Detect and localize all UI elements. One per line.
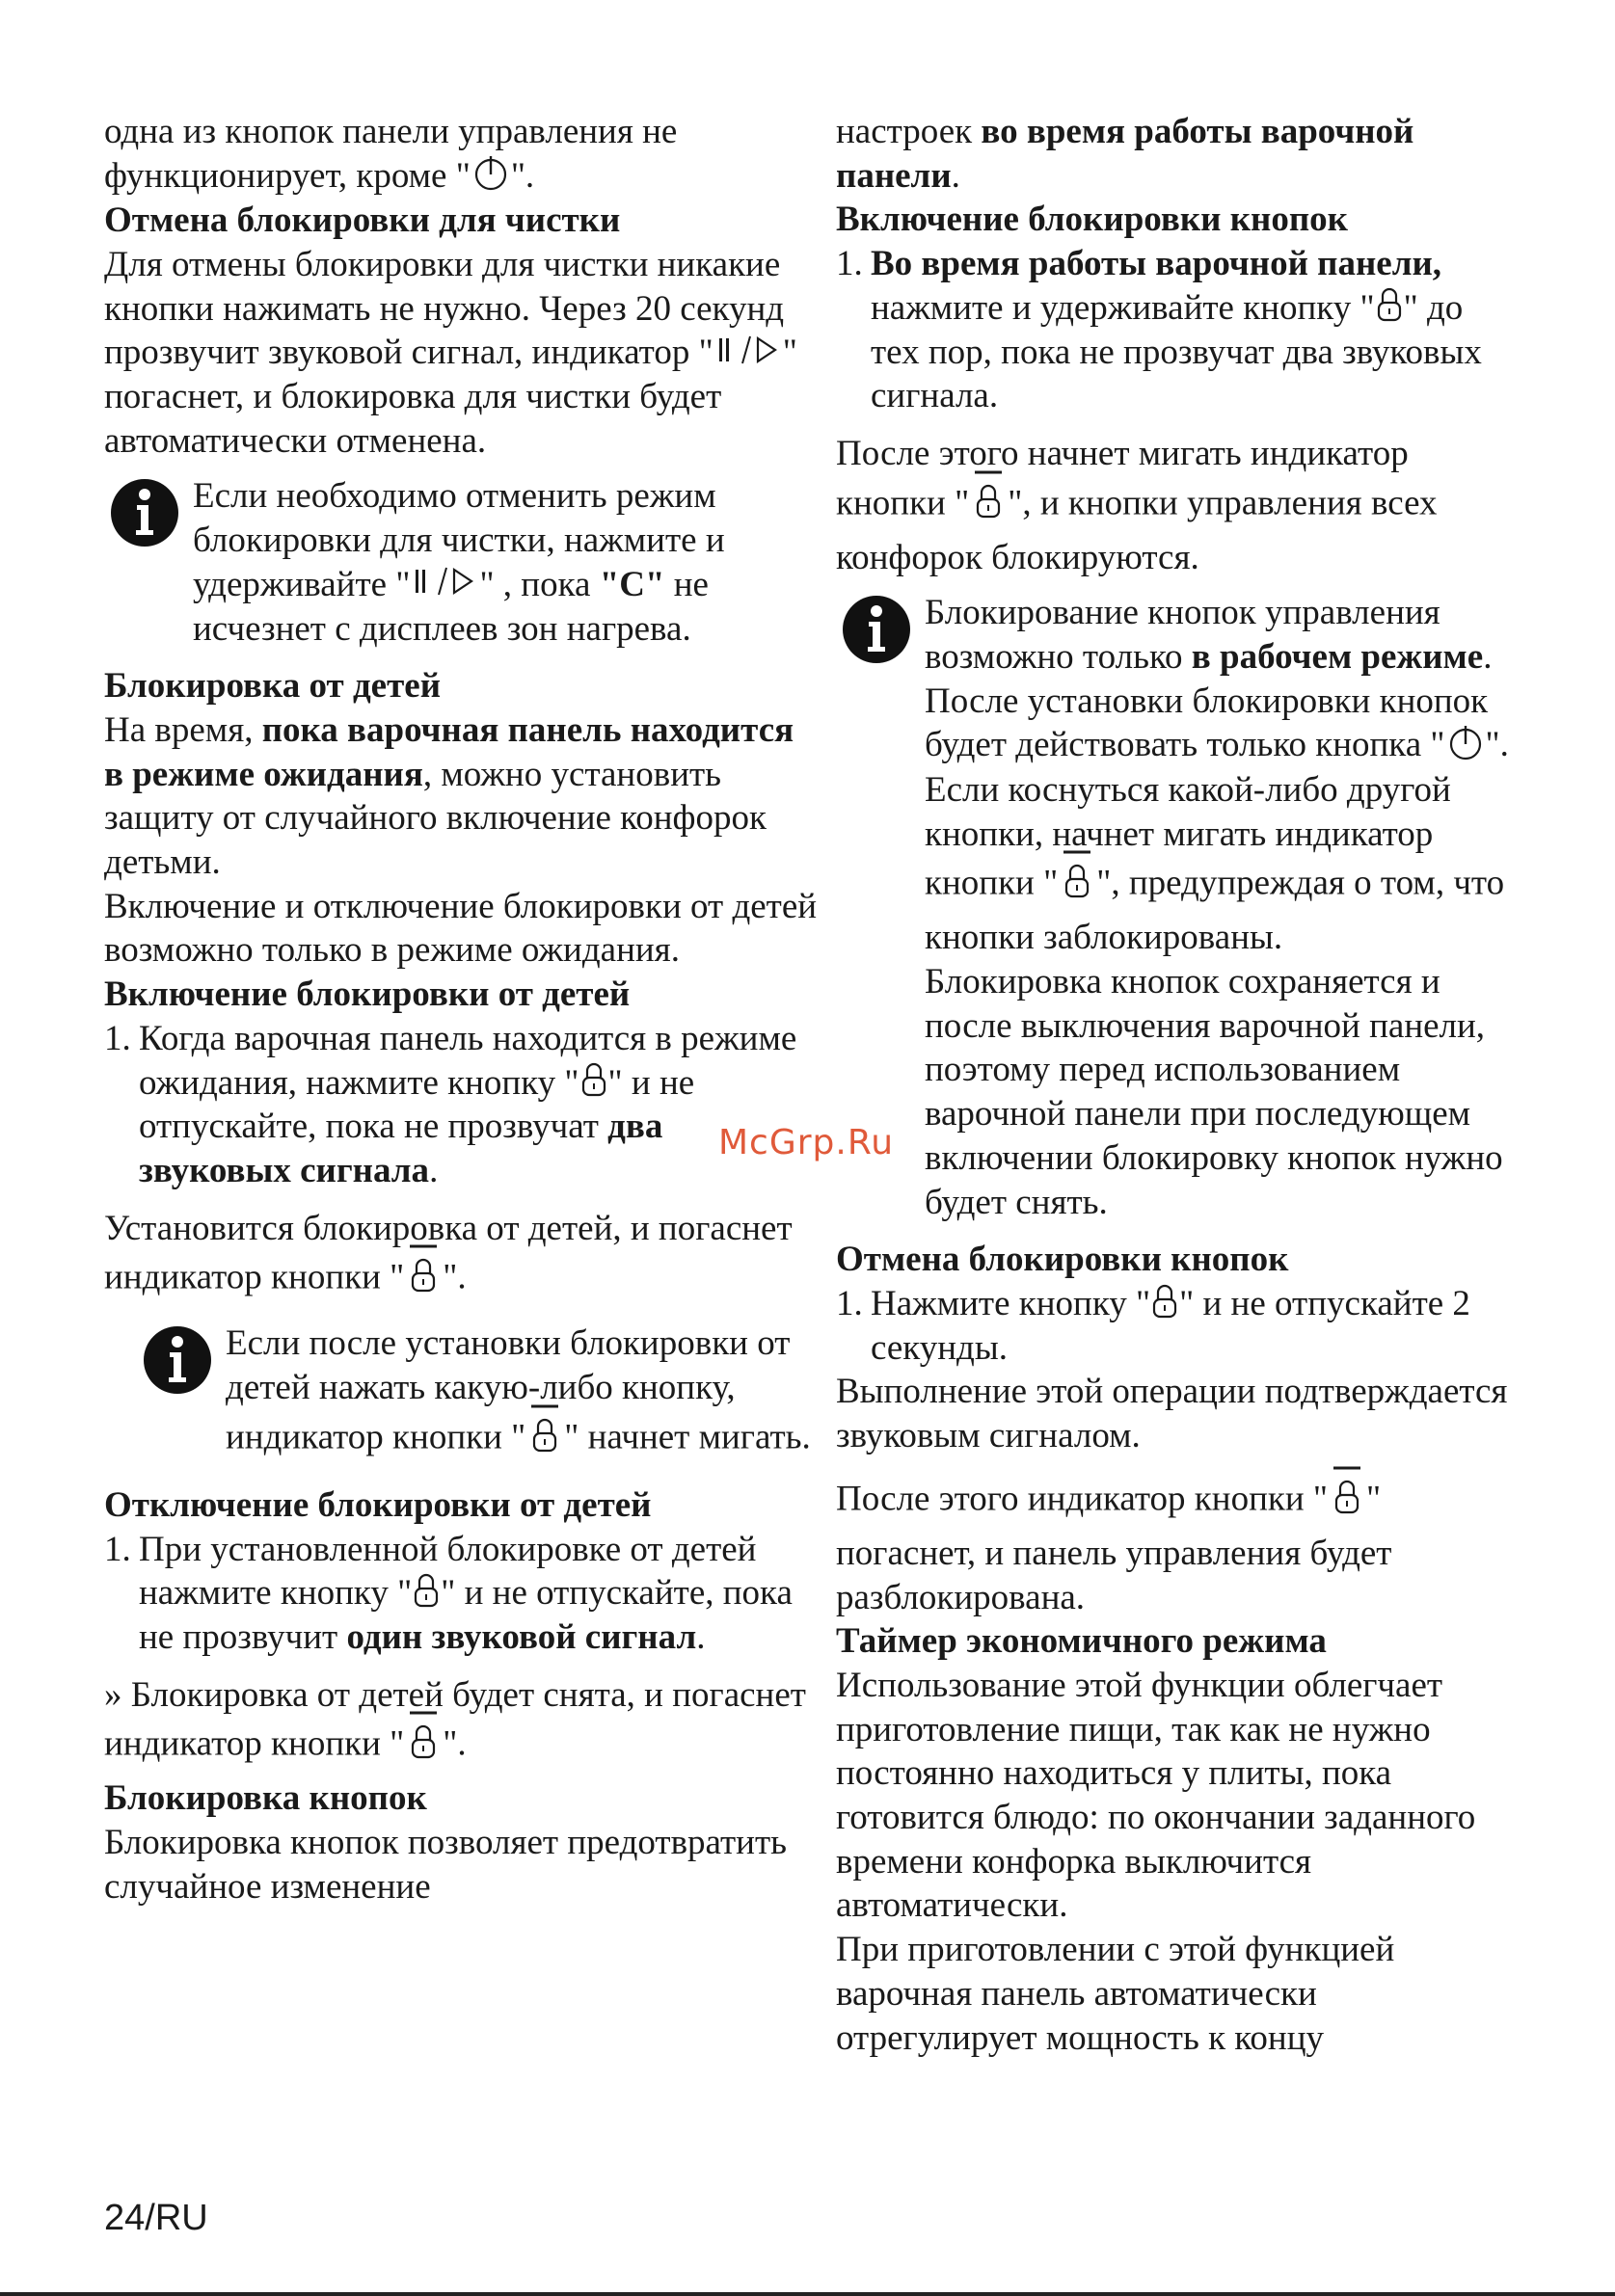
lock-icon xyxy=(404,1241,443,1300)
lock-icon xyxy=(1375,285,1404,324)
heading-eco-timer: Таймер экономичного режима xyxy=(836,1621,1327,1662)
paragraph: Выполнение этой операции подтверждается звуковым сигналом. xyxy=(836,1372,1508,1456)
paragraph: При приготовлении с этой функцией варочная панель автоматически отрегулирует мощность к концу xyxy=(836,1930,1395,2058)
info-icon xyxy=(110,478,179,547)
list-item xyxy=(104,1017,818,1193)
lock-icon xyxy=(579,1060,608,1099)
pause-play-icon xyxy=(713,333,783,367)
text: ", и кнопки управления всех конфорок блокируются. xyxy=(836,483,1438,577)
list-number: 1. xyxy=(104,1018,131,1058)
lock-icon xyxy=(1150,1282,1179,1321)
info-note xyxy=(104,474,818,651)
lock-icon xyxy=(1328,1462,1366,1522)
text: Для отмены блокировки для чистки никакие кнопки нажимать не нужно. Через 20 секунд прозвучит звуковой сигнал, индикатор " xyxy=(104,244,785,373)
pause-play-icon xyxy=(410,564,479,599)
text-bold: в рабочем режиме xyxy=(1191,637,1484,678)
paragraph xyxy=(836,1472,1511,1619)
text: На время, xyxy=(104,709,262,750)
paragraph xyxy=(836,432,1511,579)
power-icon xyxy=(471,152,511,193)
text: Если необходимо отменить режим блокировки для чистки, нажмите и удерживайте " xyxy=(193,476,725,604)
text: Если после установки блокировки от детей нажать какую-либо кнопку, индикатор кнопки " xyxy=(226,1323,791,1457)
text-bold: Во время работы варочной панели, xyxy=(871,244,1442,284)
text: Блокирование кнопок управления возможно только xyxy=(925,593,1440,678)
watermark: McGrp.Ru xyxy=(718,1123,895,1162)
info-icon xyxy=(143,1325,212,1395)
text-bold: "С" xyxy=(599,564,665,604)
heading-key-lock-off: Отмена блокировки кнопок xyxy=(836,1240,1289,1280)
text: ". xyxy=(510,155,535,196)
text-bold: два звуковых сигнала xyxy=(139,1107,663,1190)
text: одна из кнопок панели управления не функционирует, кроме " xyxy=(104,112,678,196)
text: " и не отпускайте 2 секунды. xyxy=(871,1283,1470,1368)
info-note xyxy=(137,1322,818,1469)
text: " и не отпускайте, пока не прозвучат xyxy=(139,1062,695,1147)
list-item xyxy=(836,1282,1511,1370)
info-icon xyxy=(842,595,911,664)
page-number: 24/RU xyxy=(104,2198,208,2238)
text: ". xyxy=(443,1723,467,1764)
lock-icon xyxy=(969,467,1008,526)
text: " до тех пор, пока не прозвучат два звуковых сигнала. xyxy=(871,287,1482,416)
text: ". Если коснуться какой-либо другой кнопки, начнет мигать индикатор кнопки " xyxy=(925,725,1509,903)
lock-icon xyxy=(525,1401,564,1460)
text: " и не отпускайте, пока не прозвучит xyxy=(139,1573,793,1657)
text: " , пока xyxy=(479,564,600,604)
lock-icon xyxy=(404,1707,443,1767)
paragraph xyxy=(104,708,818,885)
list-number: 1. xyxy=(104,1529,131,1569)
text: не исчезнет с дисплеев зон нагрева. xyxy=(193,564,709,649)
text: Установится блокировка от детей, и погаснет индикатор кнопки " xyxy=(104,1208,793,1297)
paragraph: Использование этой функции облегчает приготовление пищи, так как не нужно постоянно находиться у плиты, пока готовится блюдо: по окончании заданного времени конфорка выключится автоматически. xyxy=(836,1665,1476,1926)
paragraph: Включение и отключение блокировки от детей возможно только в режиме ожидания. xyxy=(104,886,818,971)
text: настроек xyxy=(836,112,982,151)
heading-child-lock-on: Включение блокировки от детей xyxy=(104,974,631,1015)
lock-icon xyxy=(1058,846,1096,906)
list-number: 1. xyxy=(836,1283,863,1323)
paragraph: Блокировка кнопок позволяет предотвратить случайное изменение xyxy=(104,1823,788,1907)
text: . xyxy=(951,155,960,196)
heading-child-lock-off: Отключение блокировки от детей xyxy=(104,1484,652,1525)
list-item xyxy=(836,242,1511,418)
heading-key-lock-on: Включение блокировки кнопок xyxy=(836,200,1348,240)
info-note xyxy=(836,591,1511,1224)
lock-icon xyxy=(412,1571,441,1610)
text: нажмите и удерживайте кнопку " xyxy=(871,287,1375,328)
list-number: 1. xyxy=(836,244,863,284)
right-column xyxy=(836,110,1511,2060)
text: . После установки блокировки кнопок будет действовать только кнопка " xyxy=(925,637,1493,765)
text: ". xyxy=(443,1257,467,1297)
text: " погаснет, и блокировка для чистки будет автоматически отменена. xyxy=(104,333,797,461)
left-column xyxy=(104,110,818,1909)
power-icon xyxy=(1445,722,1486,762)
text-bold: во время работы варочной панели xyxy=(836,112,1414,196)
text: , можно установить защиту от случайного включение конфорок детьми. xyxy=(104,754,767,883)
paragraph xyxy=(104,110,818,199)
text-bold: один звуковой сигнал xyxy=(346,1616,697,1657)
text: Когда варочная панель находится в режиме ожидания, нажмите кнопку " xyxy=(139,1018,797,1103)
heading-key-lock: Блокировка кнопок xyxy=(104,1778,427,1819)
text: ", предупреждая о том, что кнопки заблокированы. xyxy=(925,863,1505,958)
paragraph xyxy=(836,110,1511,198)
bottom-rule xyxy=(0,2292,1615,2296)
list-item xyxy=(104,1528,818,1660)
text: Нажмите кнопку " xyxy=(871,1283,1151,1323)
text: При установленной блокировке от детей нажмите кнопку " xyxy=(139,1529,757,1614)
text: . xyxy=(429,1150,439,1190)
note-continuation: Блокировка кнопок сохраняется и после выключения варочной панели, поэтому перед использованием варочной панели при последующем включении блокировку кнопок нужно будет снять. xyxy=(925,962,1503,1222)
heading-cleaning-lock-cancel: Отмена блокировки для чистки xyxy=(104,200,621,241)
text: " погаснет, и панель управления будет разблокирована. xyxy=(836,1479,1392,1617)
text: После этого индикатор кнопки " xyxy=(836,1479,1329,1519)
text: После этого начнет мигать индикатор кнопки " xyxy=(836,433,1409,523)
text: » Блокировка от детей будет снята, и погаснет индикатор кнопки " xyxy=(104,1674,806,1764)
paragraph xyxy=(104,1673,818,1777)
heading-child-lock: Блокировка от детей xyxy=(104,666,442,707)
paragraph xyxy=(104,243,818,464)
text: . xyxy=(696,1616,706,1657)
text: " начнет мигать. xyxy=(564,1417,811,1457)
paragraph xyxy=(104,1207,818,1311)
text-bold: пока варочная панель находится в режиме ожидания xyxy=(104,709,794,794)
